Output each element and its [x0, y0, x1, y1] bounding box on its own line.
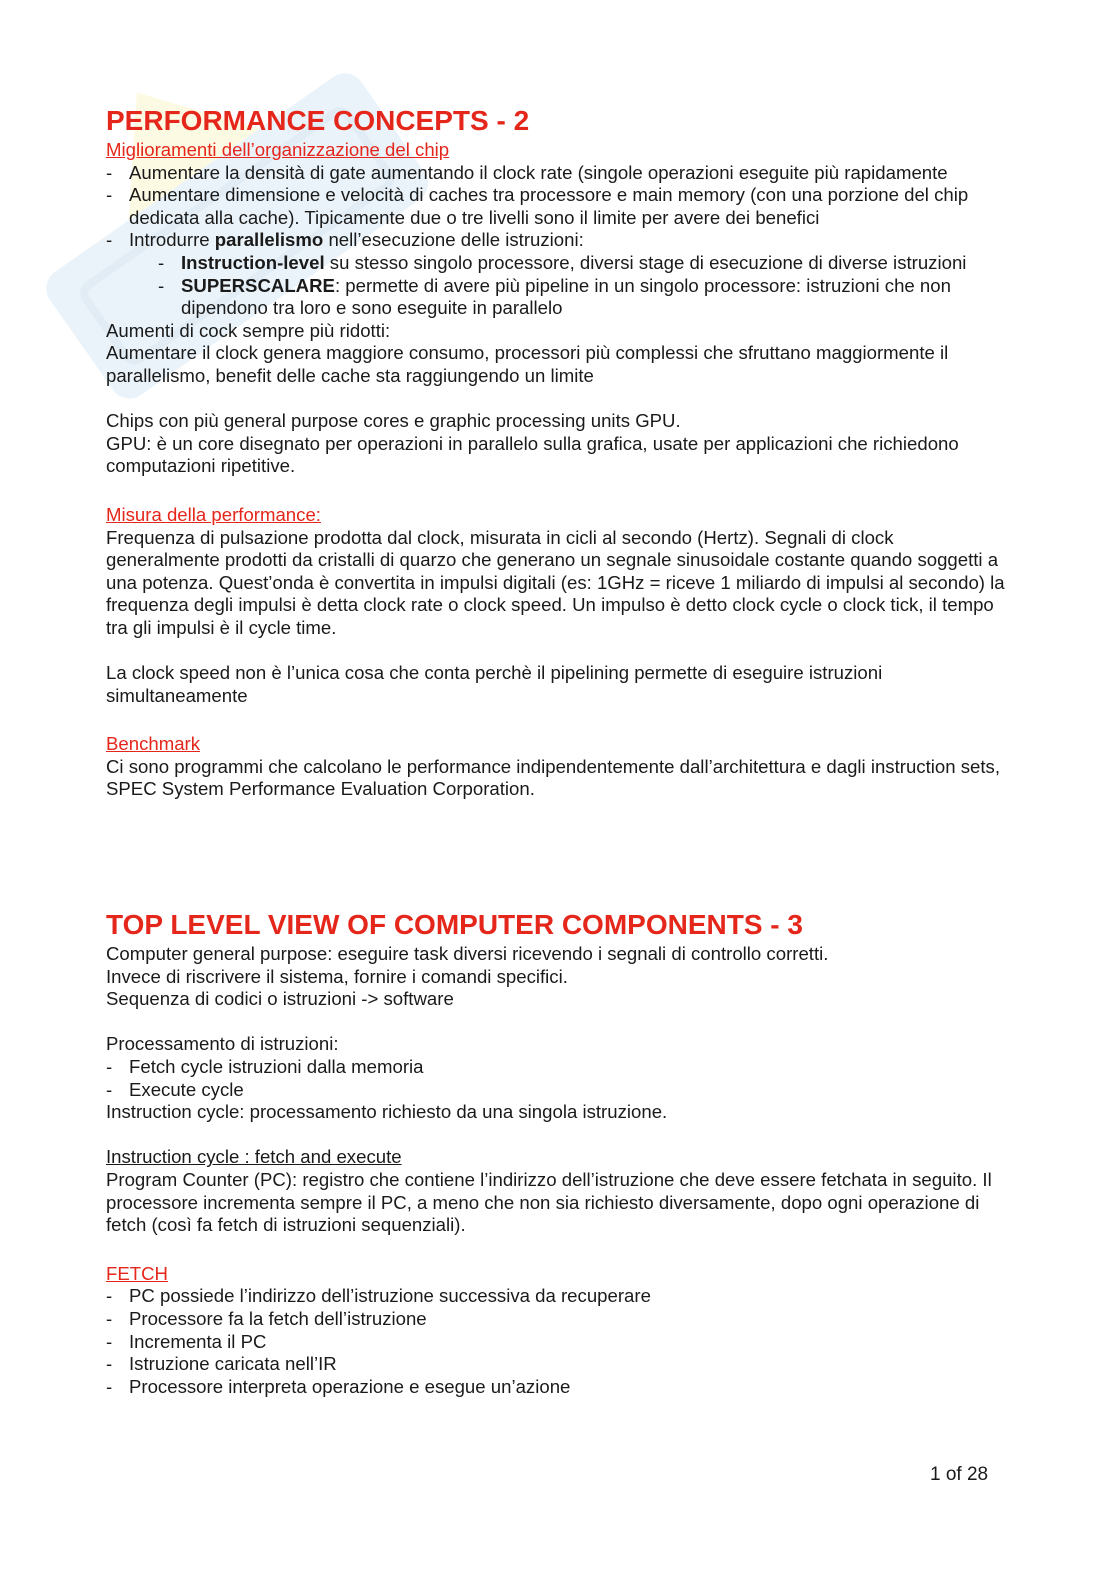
paragraph: Ci sono programmi che calcolano le performance indipendentemente dall’architettura e dagli instruction sets, SPEC System Performance Evaluation Corporation.	[106, 755, 1001, 800]
parallelism-list	[106, 252, 1006, 320]
paragraph: Sequenza di codici o istruzioni -> software	[106, 988, 454, 1010]
paragraph: GPU: è un core disegnato per operazioni in parallelo sulla grafica, usate per applicazioni che richiedono computazioni ripetitive.	[106, 432, 959, 477]
paragraph: Aumentare il clock genera maggiore consumo, processori più complessi che sfruttano maggiormente il parallelismo, benefit delle cache sta raggiungendo un limite	[106, 342, 949, 386]
paragraph: Instruction cycle: processamento richiesto da una singola istruzione.	[106, 1101, 668, 1123]
bold-term: parallelismo	[214, 229, 324, 251]
list-item	[106, 252, 1006, 275]
bold-term: Instruction-level	[181, 251, 325, 273]
bold-term: SUPERSCALARE	[181, 274, 335, 296]
paragraph: Processamento di istruzioni:	[106, 1033, 339, 1055]
list-item: - Aumentare la densità di gate aumentando il clock rate (singole operazioni eseguite più rapidamente	[106, 162, 1006, 185]
paragraph: Aumenti di cock sempre più ridotti:	[106, 319, 391, 341]
text-span: Introdurre	[129, 229, 215, 251]
subtitle-benchmark: Benchmark	[106, 733, 201, 755]
list-item: - Incrementa il PC	[106, 1331, 1006, 1354]
list-item: - Aumentare dimensione e velocità di caches tra processore e main memory (con una porzione del chip dedicata alla cache). Tipicamente due o tre livelli sono il limite per avere dei benefici	[106, 184, 1006, 229]
list-item: - PC possiede l’indirizzo dell’istruzione successiva da recuperare	[106, 1285, 1006, 1308]
paragraph: Invece di riscrivere il sistema, fornire i comandi specifici.	[106, 965, 568, 987]
list-item	[106, 275, 1006, 320]
text-span: : permette di avere più pipeline in un singolo processore: istruzioni che non dipendono tra loro e sono eseguite in parallelo	[181, 274, 951, 319]
list-item: - Execute cycle	[106, 1079, 1006, 1102]
text-span: su stesso singolo processore, diversi stage di esecuzione di diverse istruzioni	[324, 251, 967, 273]
paragraph: Frequenza di pulsazione prodotta dal clock, misurata in cicli al secondo (Hertz). Segnali di clock generalmente prodotti da cristalli di quarzo che generano un segnale sinusoidale costante quando soggetti a una potenza. Quest’onda è convertita in impulsi digitali (es: 1GHz = riceve 1 miliardo di impulsi al secondo) la frequenza degli impulsi è detta clock rate o clock speed. Un impulso è detto clock cycle o clock tick, il tempo tra gli impulsi è il cycle time.	[106, 526, 1005, 638]
page-number: 1 of 28	[930, 1464, 989, 1485]
fetch-list	[106, 1285, 1006, 1398]
paragraph: Program Counter (PC): registro che contiene l’indirizzo dell’istruzione che deve essere fetchata in seguito. Il processore incrementa sempre il PC, a meno che non sia richiesto diversamente, dopo ogni operazione di fetch (così fa fetch di istruzioni sequenziali).	[106, 1168, 992, 1236]
list-item: - Istruzione caricata nell’IR	[106, 1353, 1006, 1376]
paragraph: Computer general purpose: eseguire task diversi ricevendo i segnali di controllo corretti.	[106, 943, 829, 965]
text-span: nell’esecuzione delle istruzioni:	[323, 229, 584, 251]
section-title-performance: PERFORMANCE CONCEPTS - 2	[106, 105, 530, 136]
list-item: - Fetch cycle istruzioni dalla memoria	[106, 1056, 1006, 1079]
subtitle-performance-measure: Misura della performance:	[106, 503, 321, 525]
subtitle-instruction-cycle: Instruction cycle : fetch and execute	[106, 1146, 402, 1168]
processing-list	[106, 1056, 1006, 1101]
paragraph: La clock speed non è l’unica cosa che conta perchè il pipelining permette di eseguire istruzioni simultaneamente	[106, 662, 883, 706]
document-page	[106, 103, 1006, 1398]
subtitle-fetch: FETCH	[106, 1262, 168, 1284]
list-item: - Processore interpreta operazione e esegue un’azione	[106, 1376, 1006, 1399]
paragraph: Chips con più general purpose cores e graphic processing units GPU.	[106, 410, 681, 432]
subtitle-chip-organization: Miglioramenti dell’organizzazione del chip	[106, 139, 450, 160]
section-title-computer-components: TOP LEVEL VIEW OF COMPUTER COMPONENTS - 3	[106, 909, 803, 941]
list-item	[106, 229, 1006, 252]
chip-improvements-list	[106, 162, 1006, 252]
list-item: - Processore fa la fetch dell’istruzione	[106, 1308, 1006, 1331]
